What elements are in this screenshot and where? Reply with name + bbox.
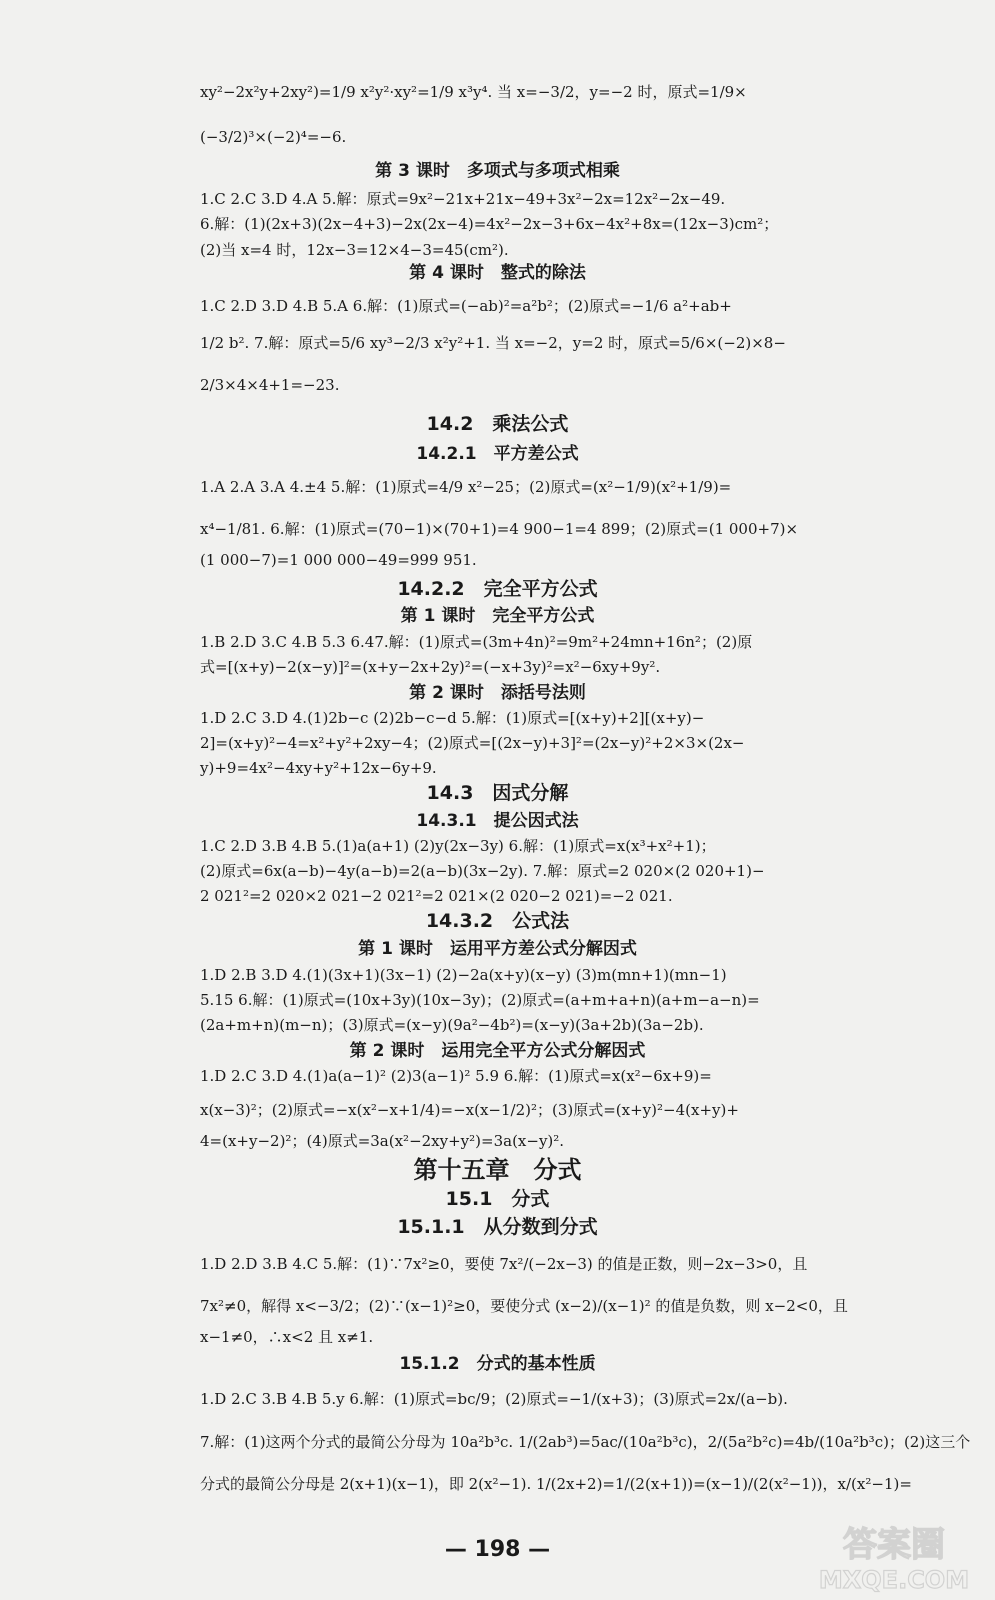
text-line: 式=[(x+y)−2(x−y)]²=(x+y−2x+2y)²=(−x+3y)²=x²−6xy+9y². — [200, 658, 661, 676]
section-heading: 14.3 因式分解 — [426, 782, 569, 804]
page-number: — 198 — — [444, 1537, 551, 1562]
text-line: 1.D 2.C 3.B 4.B 5.y 6.解：(1)原式=bc/9；(2)原式=−1/(x+3)；(3)原式=2x/(a−b). — [200, 1390, 788, 1408]
subsection-heading: 第 2 课时 运用完全平方公式分解因式 — [349, 1041, 646, 1061]
section-heading: 14.2 乘法公式 — [426, 413, 569, 435]
section-heading: 第 4 课时 整式的除法 — [409, 263, 586, 283]
text-line: (1 000−7)=1 000 000−49=999 951. — [200, 551, 477, 569]
text-line: (2a+m+n)(m−n)；(3)原式=(x−y)(9a²−4b²)=(x−y)(3a+2b)(3a−2b). — [200, 1016, 704, 1034]
text-line: (2)当 x=4 时，12x−3=12×4−3=45(cm²). — [200, 241, 509, 259]
text-line: 1.C 2.D 3.B 4.B 5.(1)a(a+1) (2)y(2x−3y) 6.解：(1)原式=x(x³+x²+1)； — [200, 837, 716, 855]
watermark-text: 答案圈 — [843, 1525, 945, 1565]
text-line: 2/3×4×4+1=−23. — [200, 376, 340, 394]
section-heading: 第 3 课时 多项式与多项式相乘 — [375, 161, 620, 181]
subsection-heading: 15.1.2 分式的基本性质 — [399, 1354, 596, 1374]
text-line: 2]=(x+y)²−4=x²+y²+2xy−4；(2)原式=[(2x−y)+3]²=(2x−y)²+2×3×(2x− — [200, 734, 745, 752]
text-line: 7.解：(1)这两个分式的最简公分母为 10a²b³c. 1/(2ab³)=5ac/(10a²b³c)，2/(5a²b²c)=4b/(10a²b³c)；(2)这三个 — [200, 1433, 971, 1451]
subsection-heading: 第 1 课时 完全平方公式 — [400, 606, 595, 626]
text-line: (−3/2)³×(−2)⁴=−6. — [200, 128, 347, 146]
text-line: 分式的最简公分母是 2(x+1)(x−1)，即 2(x²−1). 1/(2x+2)=1/(2(x+1))=(x−1)/(2(x²−1))，x/(x²−1)= — [200, 1475, 912, 1493]
text-line: y)+9=4x²−4xy+y²+12x−6y+9. — [200, 759, 437, 777]
text-line: x−1≠0，∴x<2 且 x≠1. — [200, 1328, 374, 1346]
text-line: 1.D 2.B 3.D 4.(1)(3x+1)(3x−1) (2)−2a(x+y)(x−y) (3)m(mn+1)(mn−1) — [200, 966, 727, 984]
subsection-heading: 14.2.1 平方差公式 — [416, 444, 579, 464]
subsection-heading: 第 1 课时 运用平方差公式分解因式 — [358, 939, 637, 959]
text-line: 5.15 6.解：(1)原式=(10x+3y)(10x−3y)；(2)原式=(a+m+a+n)(a+m−a−n)= — [200, 991, 760, 1009]
watermark-logo — [806, 1514, 981, 1594]
text-line: 1.D 2.C 3.D 4.(1)2b−c (2)2b−c−d 5.解：(1)原式=[(x+y)+2][(x+y)− — [200, 709, 705, 727]
text-line: 1.C 2.C 3.D 4.A 5.解：原式=9x²−21x+21x−49+3x²−2x=12x²−2x−49. — [200, 190, 726, 208]
subsection-heading: 14.3.1 提公因式法 — [416, 811, 579, 831]
text-line: x⁴−1/81. 6.解：(1)原式=(70−1)×(70+1)=4 900−1=4 899；(2)原式=(1 000+7)× — [200, 520, 799, 538]
text-line: x(x−3)²；(2)原式=−x(x²−x+1/4)=−x(x−1/2)²；(3)原式=(x+y)²−4(x+y)+ — [200, 1101, 739, 1119]
text-line: 1.D 2.C 3.D 4.(1)a(a−1)² (2)3(a−1)² 5.9 6.解：(1)原式=x(x²−6x+9)= — [200, 1067, 712, 1085]
watermark-url: MXQE.COM — [818, 1566, 970, 1594]
section-heading: 15.1 分式 — [445, 1188, 550, 1210]
text-line: 1.B 2.D 3.C 4.B 5.3 6.47.解：(1)原式=(3m+4n)²=9m²+24mn+16n²；(2)原 — [200, 633, 753, 651]
text-line: 6.解：(1)(2x+3)(2x−4+3)−2x(2x−4)=4x²−2x−3+6x−4x²+8x=(12x−3)cm²； — [200, 215, 779, 233]
text-line: 1.C 2.D 3.D 4.B 5.A 6.解：(1)原式=(−ab)²=a²b²；(2)原式=−1/6 a²+ab+ — [200, 297, 732, 315]
text-line: 1.A 2.A 3.A 4.±4 5.解：(1)原式=4/9 x²−25；(2)原式=(x²−1/9)(x²+1/9)= — [200, 478, 732, 496]
text-line: 7x²≠0，解得 x<−3/2；(2)∵(x−1)²≥0，要使分式 (x−2)/(x−1)² 的值是负数，则 x−2<0，且 — [200, 1297, 848, 1315]
text-line: xy²−2x²y+2xy²)=1/9 x²y²·xy²=1/9 x³y⁴. 当 x=−3/2，y=−2 时，原式=1/9× — [200, 83, 747, 101]
text-line: 1.D 2.D 3.B 4.C 5.解：(1)∵7x²≥0，要使 7x²/(−2x−3) 的值是正数，则−2x−3>0，且 — [200, 1255, 808, 1273]
section-heading: 14.2.2 完全平方公式 — [397, 578, 598, 600]
section-heading: 14.3.2 公式法 — [425, 910, 570, 932]
subsection-heading: 15.1.1 从分数到分式 — [397, 1216, 598, 1238]
subsection-heading: 第 2 课时 添括号法则 — [409, 683, 586, 703]
text-line: 1/2 b². 7.解：原式=5/6 xy³−2/3 x²y²+1. 当 x=−2，y=2 时，原式=5/6×(−2)×8− — [200, 334, 786, 352]
text-line: (2)原式=6x(a−b)−4y(a−b)=2(a−b)(3x−2y). 7.解：原式=2 020×(2 020+1)− — [200, 862, 765, 880]
chapter-heading: 第十五章 分式 — [413, 1156, 582, 1184]
text-line: 4=(x+y−2)²；(4)原式=3a(x²−2xy+y²)=3a(x−y)². — [200, 1132, 565, 1150]
text-line: 2 021²=2 020×2 021−2 021²=2 021×(2 020−2 021)=−2 021. — [200, 887, 673, 905]
